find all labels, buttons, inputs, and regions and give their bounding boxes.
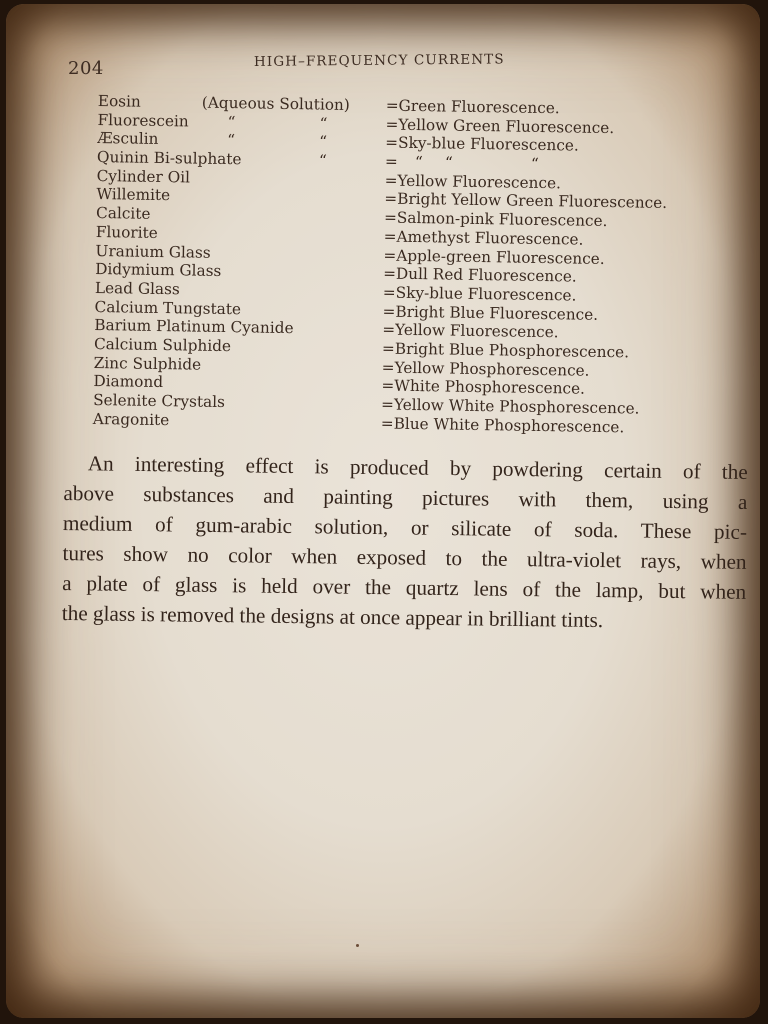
substance-name: Æsculin [97, 129, 159, 149]
substance-name: Calcium Sulphide [93, 334, 232, 356]
substance-name: Willemite [96, 185, 171, 205]
substance-result: =Sky-blue Fluorescence. [385, 133, 579, 155]
substance-name: Fluorescein [97, 110, 189, 131]
substance-result: = [384, 152, 398, 171]
paragraph-line: tures show no color when exposed to the ultra-violet rays, when [62, 540, 747, 574]
substance-name: Calcium Tungstate [94, 297, 242, 318]
substance-result: =Blue White Phosphorescence. [380, 414, 625, 436]
substance-name: Aragonite [92, 409, 170, 429]
substance-name: Uranium Glass [95, 241, 211, 262]
substance-result: =Salmon-pink Fluorescence. [383, 208, 608, 231]
substance-result: =Yellow White Phosphorescence. [380, 395, 640, 418]
ditto-mark: “ [319, 132, 328, 151]
substance-name: Cylinder Oil [96, 166, 191, 187]
substance-result: =Bright Yellow Green Fluorescence. [384, 189, 668, 213]
substance-name: Didymium Glass [95, 260, 222, 281]
ditto-mark: “ [318, 151, 327, 170]
substance-result: =Green Fluorescence. [385, 96, 560, 118]
substance-name: Lead Glass [94, 278, 180, 299]
substance-result: =Yellow Fluorescence. [382, 320, 559, 342]
book-page [6, 4, 760, 1018]
page-content [6, 4, 760, 1018]
ditto-mark: “ [319, 114, 328, 133]
substance-result: =Sky-blue Fluorescence. [382, 283, 577, 305]
substance-name: Quinin Bi-sulphate [96, 148, 242, 169]
substance-result: =White Phosphorescence. [381, 376, 586, 398]
substance-result: =Bright Blue Fluorescence. [382, 302, 599, 324]
page-number: 204 [68, 58, 104, 79]
substance-result: =Dull Red Fluorescence. [383, 264, 577, 286]
substance-name: Selenite Crystals [93, 390, 226, 412]
paragraph-line: a plate of glass is held over the quartz lens of the lamp, but when [62, 570, 747, 604]
ditto-mark: “ [227, 131, 236, 150]
substance-result: =Amethyst Fluorescence. [383, 227, 584, 249]
substance-name: Calcite [95, 204, 151, 223]
paragraph-line: An interesting effect is produced by powdering certain of the [87, 451, 748, 484]
substance-name: Barium Platinum Cyanide [94, 316, 294, 338]
substance-result: =Bright Blue Phosphorescence. [381, 339, 630, 362]
ditto-mark: “ [414, 153, 423, 172]
substance-table [93, 92, 718, 438]
substance-name: Eosin [97, 92, 141, 111]
substance-note: (Aqueous Solution) [201, 93, 350, 114]
paragraph-line: medium of gum-arabic solution, or silicate of soda. These pic- [62, 510, 748, 544]
paper-speck [356, 944, 359, 947]
running-head: HIGH–FREQUENCY CURRENTS [253, 51, 505, 70]
ditto-mark: “ [227, 112, 236, 131]
substance-result: =Yellow Phosphorescence. [381, 358, 590, 380]
paragraph-line: above substances and painting pictures with them, using a [63, 480, 748, 514]
substance-result: =Yellow Green Fluorescence. [385, 115, 615, 137]
body-paragraph [62, 448, 748, 637]
substance-name: Diamond [93, 372, 164, 392]
ditto-mark: “ [444, 153, 453, 172]
substance-result: =Apple-green Fluorescence. [383, 246, 605, 268]
ditto-mark: “ [530, 154, 539, 173]
paragraph-line: the glass is removed the designs at once appear in brilliant tints. [61, 600, 604, 633]
substance-name: Fluorite [95, 222, 158, 242]
substance-name: Zinc Sulphide [93, 353, 202, 374]
substance-result: =Yellow Fluorescence. [384, 171, 562, 193]
